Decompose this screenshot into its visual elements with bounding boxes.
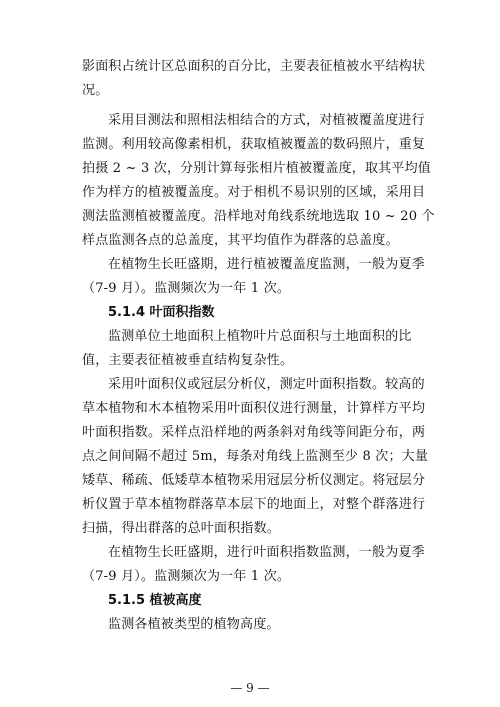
paragraph-height-definition <box>82 613 422 637</box>
text-line: 影面积占统计区总面积的百分比，主要表征植被水平结构状 <box>82 59 426 74</box>
text-line: 点之间间隔不超过 5m，每条对角线上监测至少 8 次；大量 <box>82 449 429 464</box>
paragraph-coverage-timing <box>82 253 425 301</box>
text-line: 监测。利用较高像素相机，获取植被覆盖的数码照片，重复 <box>82 137 426 152</box>
text-line: 叶面积指数。采样点沿样地的两条斜对角线等间距分布，两 <box>82 425 426 440</box>
paragraph-lai-definition <box>82 325 422 373</box>
paragraph-lai-method <box>82 373 429 541</box>
text-line: 在植物生长旺盛期，进行叶面积指数监测，一般为夏季 <box>108 545 425 560</box>
text-line: 在植物生长旺盛期，进行植被覆盖度监测，一般为夏季 <box>108 257 425 272</box>
text-line: 扫描，得出群落的总叶面积指数。 <box>82 521 281 536</box>
page-number: — 9 — <box>230 681 270 695</box>
text-line: 析仪置于草本植物群落草本层下的地面上，对整个群落进行 <box>82 497 426 512</box>
paragraph-lai-timing <box>82 541 425 589</box>
text-line: 拍摄 2 ~ 3 次，分别计算每张相片植被覆盖度，取其平均值 <box>82 161 431 176</box>
text-line: 况。 <box>82 83 109 98</box>
text-line: 草本植物和木本植物采用叶面积仪进行测量，计算样方平均 <box>82 401 426 416</box>
section-heading-leaf-area-index: 5.1.4 叶面积指数 <box>108 305 215 320</box>
text-line: 作为样方的植被覆盖度。对于相机不易识别的区域，采用目 <box>82 185 426 200</box>
text-line: 矮草、稀疏、低矮草本植物采用冠层分析仪测定。将冠层分 <box>82 473 426 488</box>
text-line: 采用目测法和照相法相结合的方式，对植被覆盖度进行 <box>108 113 425 128</box>
text-line: （7-9 月）。监测频次为一年 1 次。 <box>82 281 291 296</box>
section-heading-vegetation-height: 5.1.5 植被高度 <box>108 593 202 608</box>
text-line: （7-9 月）。监测频次为一年 1 次。 <box>82 569 291 584</box>
text-line: 监测各植被类型的植物高度。 <box>108 617 280 632</box>
text-line: 测法监测植被覆盖度。沿样地对角线系统地选取 10 ~ 20 个 <box>82 209 435 224</box>
text-line: 样点监测各点的总盖度，其平均值作为群落的总盖度。 <box>82 233 399 248</box>
paragraph-coverage-method <box>82 109 435 253</box>
page-body <box>82 55 435 637</box>
text-line: 采用叶面积仪或冠层分析仪，测定叶面积指数。较高的 <box>108 377 425 392</box>
paragraph-coverage-definition-tail <box>82 55 426 103</box>
text-line: 监测单位土地面积上植物叶片总面积与土地面积的比 <box>108 329 412 344</box>
text-line: 值，主要表征植被垂直结构复杂性。 <box>82 353 294 368</box>
